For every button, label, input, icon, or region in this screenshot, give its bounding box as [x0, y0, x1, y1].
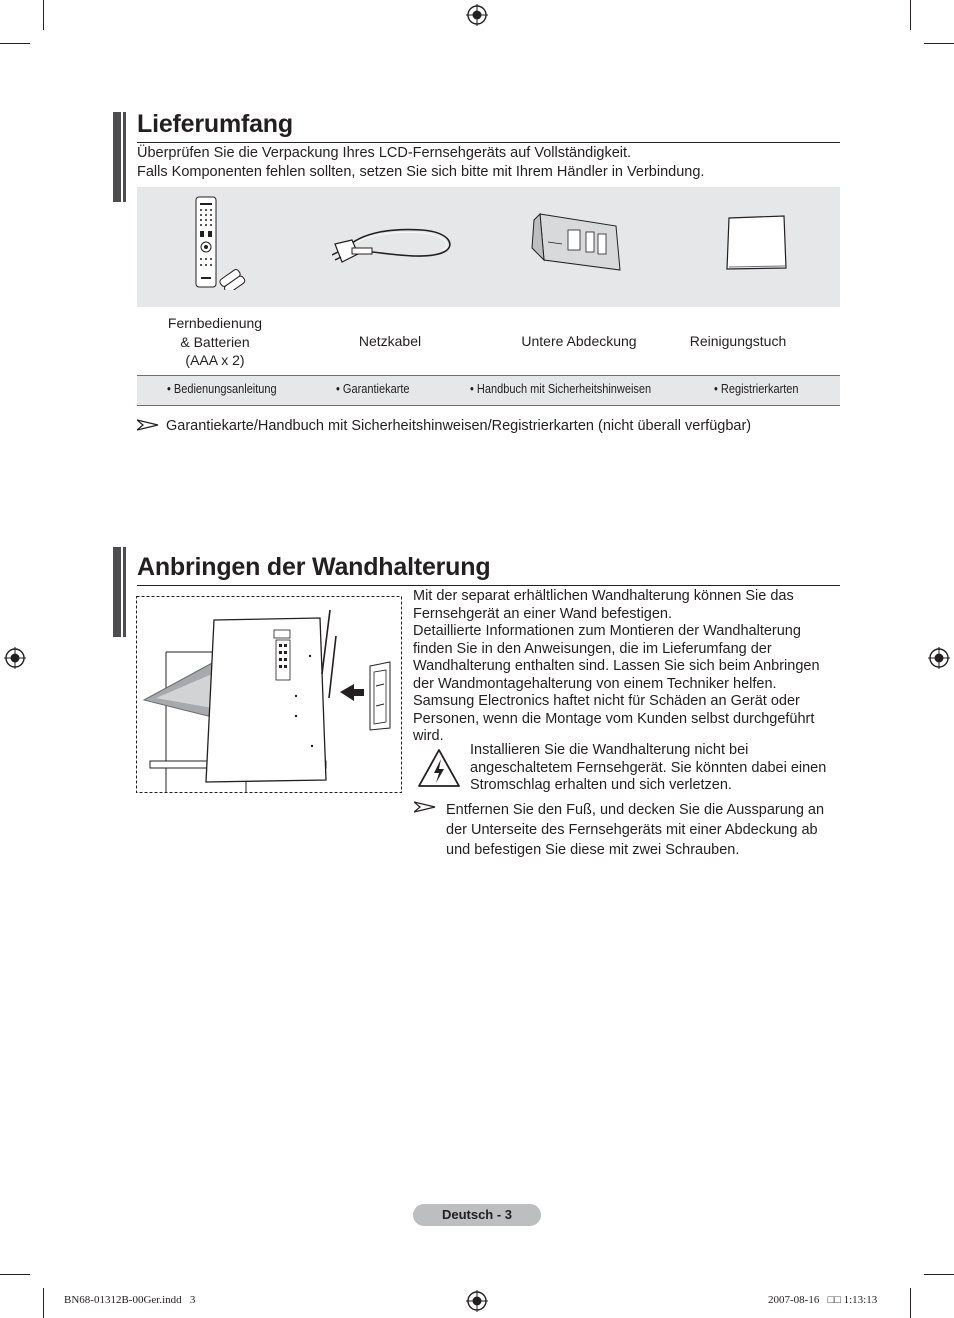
registration-mark-icon	[466, 4, 488, 26]
bottom-cover-icon	[528, 212, 624, 274]
section-rule	[137, 585, 840, 586]
note-arrow-icon	[414, 801, 436, 813]
footer-file-name: BN68-01312B-00Ger.indd 3	[64, 1294, 196, 1306]
crop-mark	[0, 43, 30, 44]
registration-mark-icon	[928, 647, 950, 669]
power-cord-icon	[332, 222, 458, 270]
intro-line-2: Falls Komponenten fehlen sollten, setzen Sie sich bitte mit Ihrem Händler in Verbindung.	[137, 164, 705, 180]
registration-mark-icon	[4, 647, 26, 669]
crop-mark	[924, 43, 954, 44]
crop-mark	[910, 0, 911, 30]
section1-note: Garantiekarte/Handbuch mit Sicherheitshinweisen/Registrierkarten (nicht überall verfügbar)	[166, 418, 752, 434]
wall-mount-warning: Installieren Sie die Wandhalterung nicht bei angeschaltetem Fernsehgerät. Sie könnten dabei einen Stromschlag erhalten und sich verletzen.	[470, 742, 827, 793]
document-item: • Garantiekarte	[336, 382, 410, 396]
remote-control-icon	[190, 195, 250, 290]
footer-date: 2007-08-16 □□ 1:13:13	[768, 1294, 878, 1306]
section-marker-bar	[113, 112, 129, 202]
document-item: • Registrierkarten	[714, 382, 799, 396]
document-item: • Bedienungsanleitung	[167, 382, 277, 396]
item-label-bottom-cover: Untere Abdeckung	[521, 333, 637, 349]
registration-mark-icon	[466, 1290, 488, 1312]
section-title-lieferumfang: Lieferumfang	[137, 110, 293, 138]
note-arrow-icon	[137, 419, 159, 431]
intro-line-1: Überprüfen Sie die Verpackung Ihres LCD-Fernsehgeräts auf Vollständigkeit.	[137, 145, 632, 161]
crop-mark	[43, 0, 44, 30]
wall-mount-note: Entfernen Sie den Fuß, und decken Sie die Aussparung an der Unterseite des Fernsehgeräts mit einer Abdeckung ab und befestigen Sie diese mit zwei Schrauben.	[446, 802, 825, 858]
crop-mark	[43, 1288, 44, 1318]
wall-mount-illustration	[136, 596, 402, 793]
wall-mount-paragraph-2: Detaillierte Informationen zum Montieren der Wandhalterung finden Sie in den Anweisungen, die im Lieferumfang der Wandhalterung enthalten sind. Lassen Sie sich beim Anbringen der Wandmontagehalterung von einem Techniker helfen. Samsung Electronics haftet nicht für Schäden an Gerät oder Personen, wenn die Montage vom Kunden selbst durchgeführt wird.	[413, 623, 820, 744]
cleaning-cloth-icon	[724, 214, 788, 272]
crop-mark	[924, 1274, 954, 1275]
item-label-remote: Fernbedienung & Batterien (AAA x 2)	[167, 315, 263, 368]
section-marker-bar	[113, 547, 129, 637]
item-label-power-cord: Netzkabel	[358, 333, 422, 349]
document-item: • Handbuch mit Sicherheitshinweisen	[470, 382, 652, 396]
electric-shock-warning-icon	[417, 747, 461, 789]
page-number-badge: Deutsch - 3	[413, 1204, 541, 1226]
crop-mark	[0, 1274, 30, 1275]
wall-mount-paragraph-1: Mit der separat erhältlichen Wandhalterung können Sie das Fernsehgerät an einer Wand befestigen.	[413, 588, 794, 622]
item-label-cleaning-cloth: Reinigungstuch	[689, 333, 787, 349]
documents-row	[137, 375, 840, 406]
crop-mark	[910, 1288, 911, 1318]
section-rule	[137, 142, 840, 143]
section-title-wall-mount: Anbringen der Wandhalterung	[137, 553, 491, 581]
